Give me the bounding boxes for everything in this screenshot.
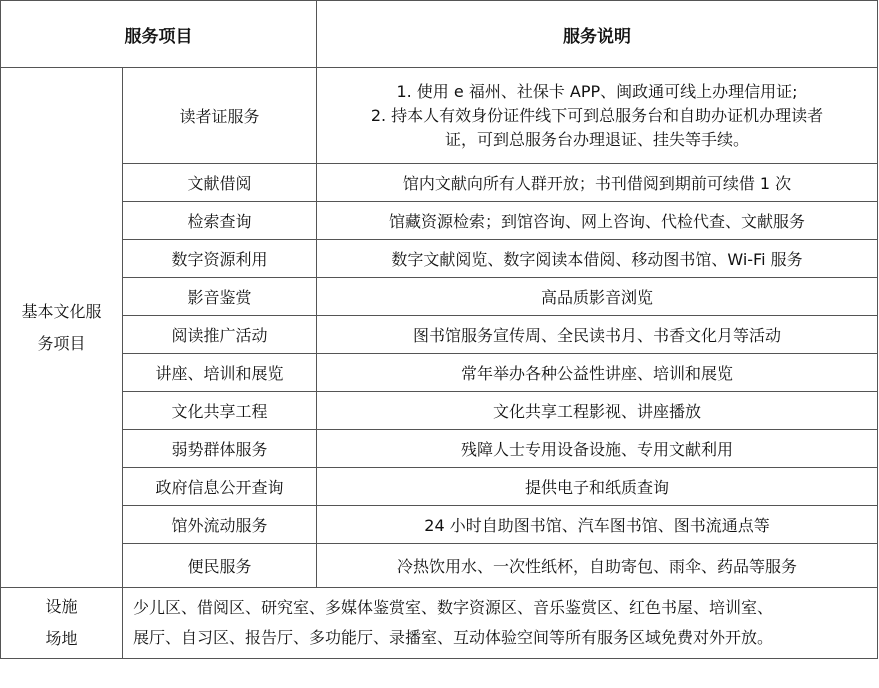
table-row	[1, 202, 878, 240]
service-description: 图书馆服务宣传周、全民读书月、书香文化月等活动	[317, 316, 878, 354]
facility-label-line: 设施	[45, 597, 78, 616]
service-description: 高品质影音浏览	[317, 278, 878, 316]
header-item-column: 服务项目	[1, 1, 317, 68]
table-row	[1, 544, 878, 588]
table-row	[1, 468, 878, 506]
service-description: 24 小时自助图书馆、汽车图书馆、图书流通点等	[317, 506, 878, 544]
table-row	[1, 278, 878, 316]
header-description-column: 服务说明	[317, 1, 878, 68]
description-line: 1. 使用 e 福州、社保卡 APP、闽政通可线上办理信用证;	[396, 81, 798, 101]
service-description	[317, 68, 878, 164]
service-description: 提供电子和纸质查询	[317, 468, 878, 506]
service-name: 文化共享工程	[123, 392, 317, 430]
table-row	[1, 392, 878, 430]
service-description: 馆内文献向所有人群开放；书刊借阅到期前可续借 1 次	[317, 164, 878, 202]
table-row	[1, 354, 878, 392]
service-name: 馆外流动服务	[123, 506, 317, 544]
service-description: 残障人士专用设备设施、专用文献利用	[317, 430, 878, 468]
facility-row	[1, 588, 878, 659]
table-row	[1, 164, 878, 202]
service-description: 冷热饮用水、一次性纸杯，自助寄包、雨伞、药品等服务	[317, 544, 878, 588]
service-name: 影音鉴赏	[123, 278, 317, 316]
facility-description-line: 少儿区、借阅区、研究室、多媒体鉴赏室、数字资源区、音乐鉴赏区、红色书屋、培训室、	[133, 598, 774, 617]
service-description: 常年举办各种公益性讲座、培训和展览	[317, 354, 878, 392]
description-line: 证，可到总服务台办理退证、挂失等手续。	[444, 129, 749, 149]
service-name: 讲座、培训和展览	[123, 354, 317, 392]
facility-description-line: 展厅、自习区、报告厅、多功能厅、录播室、互动体验空间等所有服务区域免费对外开放。	[133, 628, 774, 647]
group-label-line: 基本文化服	[21, 301, 102, 321]
service-name: 检索查询	[123, 202, 317, 240]
service-name: 政府信息公开查询	[123, 468, 317, 506]
table-row	[1, 316, 878, 354]
service-name: 读者证服务	[123, 68, 317, 164]
group-label-line: 务项目	[37, 333, 86, 353]
service-name: 阅读推广活动	[123, 316, 317, 354]
service-description: 馆藏资源检索；到馆咨询、网上咨询、代检代查、文献服务	[317, 202, 878, 240]
facility-label-line: 场地	[45, 629, 78, 648]
service-name: 便民服务	[123, 544, 317, 588]
table-row	[1, 506, 878, 544]
table-header-row	[1, 1, 878, 68]
facility-label	[1, 588, 123, 659]
facility-description	[123, 588, 878, 659]
service-name: 文献借阅	[123, 164, 317, 202]
service-name: 弱势群体服务	[123, 430, 317, 468]
service-description: 文化共享工程影视、讲座播放	[317, 392, 878, 430]
table-row	[1, 240, 878, 278]
group-label-basic-services	[1, 68, 123, 588]
description-line: 2. 持本人有效身份证件线下可到总服务台和自助办证机办理读者	[370, 105, 824, 125]
table-row	[1, 68, 878, 164]
service-description: 数字文献阅览、数字阅读本借阅、移动图书馆、Wi-Fi 服务	[317, 240, 878, 278]
service-name: 数字资源利用	[123, 240, 317, 278]
table-row	[1, 430, 878, 468]
